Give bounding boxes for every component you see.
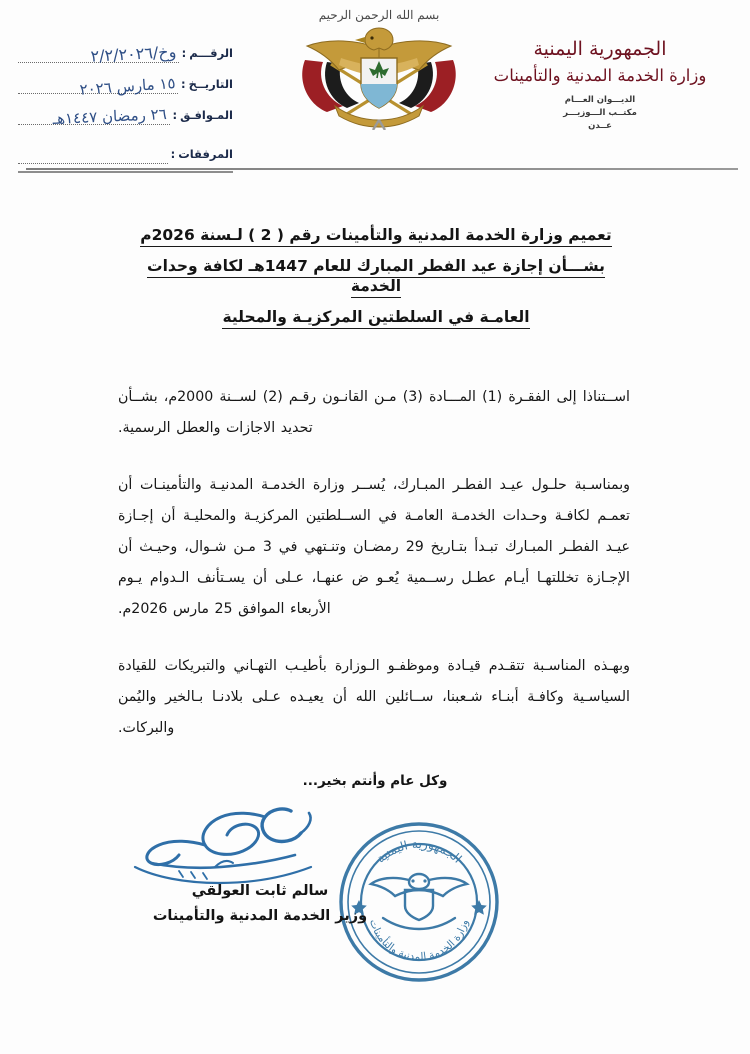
gregorian-date-value: ١٥ مارس ٢٠٢٦: [78, 74, 177, 99]
closing-greeting: وكل عام وأنتم بخير...: [302, 773, 448, 789]
document-body: [118, 368, 630, 768]
country-name: الجمهورية اليمنية: [533, 38, 667, 60]
form-row-reference-number: [18, 32, 233, 66]
svg-text:الجمهورية اليمنية: الجمهورية اليمنية: [373, 836, 465, 866]
reference-number-field[interactable]: [18, 42, 179, 66]
basmala-text: بسم الله الرحمن الرحيم: [318, 8, 440, 22]
hijri-date-field[interactable]: [18, 104, 170, 128]
form-row-attachments: [18, 133, 233, 164]
form-row-hijri-date: [18, 94, 233, 128]
attachments-field[interactable]: [18, 143, 168, 164]
ministry-sub-line-city: عــدن: [588, 121, 612, 131]
title-line-2: [120, 256, 632, 296]
reference-number-colon: :: [181, 46, 187, 60]
ministry-sub-line-diwan: الديـــوان العـــام: [564, 95, 636, 105]
form-block-underline: [18, 171, 233, 173]
ministry-sub-line-minister-office: مكتــب الـــوزيـــر: [563, 108, 637, 118]
reference-number-value: وخ/٢/٢/٢٠٢٦: [89, 42, 177, 66]
document-header: [0, 0, 750, 175]
title-line-3-text: العامـة في السلطتين المركزيـة والمحلية: [222, 308, 529, 329]
attachments-colon: :: [170, 147, 176, 161]
national-emblem-block: [288, 8, 470, 158]
hijri-date-value: ٢٦ رمضان ١٤٤٧هـ: [52, 105, 168, 128]
hijri-date-label: المـوافـق: [180, 108, 233, 122]
form-row-gregorian-date: [18, 63, 233, 99]
signer-name: سالم ثابت العولقي: [191, 883, 329, 899]
svg-text:وزارة الخدمة المدنية والتأمينا: وزارة الخدمة المدنية والتأمينات: [367, 917, 471, 964]
ministry-name: وزارة الخدمة المدنية والتأمينات: [493, 66, 707, 85]
body-paragraph-1: اســتناذا إلى الفقـرة (1) المـــادة (3) مـن القانـون رقـم (2) لســنة 2000م، بشــأن تحديد الاجازات والعطل الرسمية.: [118, 389, 630, 437]
gregorian-date-colon: :: [181, 77, 186, 91]
signer-details: [95, 883, 425, 924]
body-paragraph-3: وبهـذه المناسـبة تتقـدم قيـادة وموظفـو الـوزارة بأطيـب التهـاني والتبريكات للقيادة السياسـية وكافـة أبنـاء شـعبنا، ســائلين الله أن يعيـده عـلى بلادنـا بـالخير واليُمن والبركات.: [118, 658, 630, 737]
reference-number-label: الرقـــم: [189, 46, 233, 60]
attachments-label: المرفقات: [178, 147, 233, 161]
title-line-2-text: بشـــأن إجازة عيد الفطر المبارك للعام 1447هـ لكافة وحدات الخدمة: [147, 257, 605, 298]
header-form-fields: [18, 32, 233, 173]
signature-block: [95, 805, 545, 980]
gregorian-date-label: التاريــخ: [188, 77, 233, 91]
circular-title: [120, 225, 632, 338]
body-paragraph-2: وبمناسـبة حلـول عيـد الفطـر المبـارك، يُســر وزارة الخدمـة المدنيـة والتأمينـات أن تعمـم لكافـة وحـدات الخدمـة العامـة في الســلطتين المركزيـة والمحليـة أن إجـازة عيـد الفطـر المبـارك تبـدأ بتـاريخ 29 رمضـان وتنـتهي في 3 مـن شـوال، وحيـث أن الإجـازة تخللتهـا أيـام عطـل رســمية يُعـو ض عنهـا، عـلى أن يسـتأنف الـدوام يـوم الأربعاء الموافق 25 مارس 2026م.: [118, 477, 630, 618]
signer-role: وزير الخدمة المدنية والتأمينات: [152, 908, 368, 924]
header-divider-rule: [26, 168, 738, 170]
title-line-3: [120, 307, 632, 327]
gregorian-date-field[interactable]: [18, 73, 178, 99]
title-line-1-text: تعميم وزارة الخدمة المدنية والتأمينات رقم ( 2 ) لـسنة 2026م: [140, 226, 612, 247]
yemen-eagle-emblem-icon: [291, 18, 467, 130]
ministry-identification-block: [480, 38, 720, 133]
hijri-date-colon: :: [172, 108, 178, 122]
title-line-1: [120, 225, 632, 245]
